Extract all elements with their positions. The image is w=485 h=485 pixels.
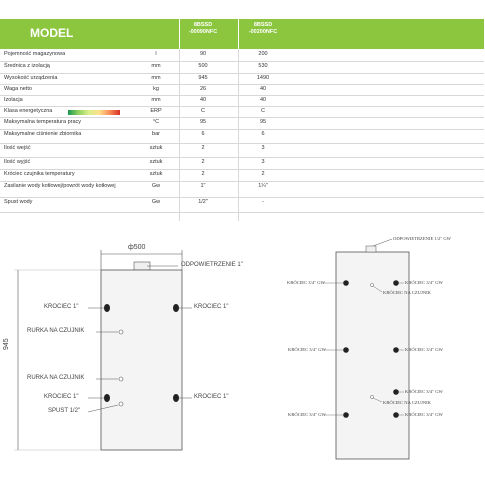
diameter-label: ф500 bbox=[128, 244, 146, 251]
table-cell-name: Ilość wejść bbox=[4, 145, 31, 151]
connector-label-right-top: KROCIEC 1" bbox=[194, 304, 229, 310]
connector-r1 bbox=[343, 280, 349, 286]
table-cell-unit: bar bbox=[152, 131, 160, 137]
table-cell-v2: 2 bbox=[261, 171, 265, 177]
row-divider bbox=[0, 95, 484, 96]
table-cell-v1: 1/2" bbox=[198, 199, 208, 205]
row-divider bbox=[0, 84, 484, 85]
spec-table bbox=[0, 0, 485, 222]
sensor-port-bottom bbox=[119, 377, 123, 381]
table-cell-v1: 40 bbox=[199, 97, 207, 103]
connector-left-bottom bbox=[104, 394, 110, 402]
right-label-6: KRÓCIEC 3/4" GW bbox=[405, 389, 443, 394]
technical-drawings bbox=[0, 222, 485, 485]
table-cell-v2: 1¼" bbox=[258, 183, 268, 189]
right-label-1: KRÓCIEC 3/4" GW bbox=[287, 280, 325, 285]
table-cell-name: Zasilanie wody kotłowej/powrót wody kotłowej bbox=[4, 183, 116, 189]
table-cell-v2: 6 bbox=[261, 131, 265, 137]
table-cell-v1: C bbox=[201, 108, 205, 114]
table-cell-v1: 2 bbox=[201, 145, 205, 151]
table-cell-v1: 2 bbox=[201, 159, 205, 165]
column-divider bbox=[179, 49, 180, 221]
table-header bbox=[0, 19, 484, 49]
table-cell-v1: 6 bbox=[201, 131, 205, 137]
header-col-90-line2: -00090NFC bbox=[188, 29, 218, 35]
header-col-90-line1: 8BSSD bbox=[193, 22, 213, 28]
row-divider bbox=[0, 106, 484, 107]
table-cell-v1: 95 bbox=[199, 119, 207, 125]
table-cell-unit: sztuk bbox=[149, 159, 163, 165]
table-cell-unit: mm bbox=[151, 63, 161, 69]
table-cell-unit: l bbox=[155, 51, 157, 57]
row-divider bbox=[0, 129, 484, 130]
connector-label-right-bottom: KROCIEC 1" bbox=[194, 394, 229, 400]
table-cell-name: Izolacja bbox=[4, 97, 23, 103]
table-cell-unit: Gw bbox=[151, 199, 161, 205]
row-divider bbox=[0, 197, 484, 198]
connector-r4 bbox=[393, 347, 399, 353]
table-cell-name: Maksymalne ciśnienie zbiornika bbox=[4, 131, 82, 137]
connector-r5 bbox=[393, 389, 399, 395]
connector-label-left-top: KROCIEC 1" bbox=[44, 304, 79, 310]
connector-left-top bbox=[104, 304, 110, 312]
table-cell-v1: 500 bbox=[198, 63, 208, 69]
table-cell-name: Średnica z izolacją bbox=[4, 63, 50, 69]
table-cell-name: Waga netto bbox=[4, 86, 32, 92]
connector-label-left-bottom: KROCIEC 1" bbox=[44, 394, 79, 400]
row-divider bbox=[0, 181, 484, 182]
row-divider bbox=[0, 212, 484, 213]
table-cell-unit: mm bbox=[151, 75, 161, 81]
table-cell-unit: °C bbox=[152, 119, 160, 125]
header-col-200-line2: -00200NFC bbox=[248, 29, 278, 35]
table-cell-v2: C bbox=[261, 108, 265, 114]
table-cell-v1: 90 bbox=[199, 51, 207, 57]
header-col-200 bbox=[243, 22, 283, 36]
right-label-7: KRÓCIEC NA CZUJNIK bbox=[383, 400, 431, 405]
height-label: 945 bbox=[3, 338, 10, 350]
table-cell-unit: mm bbox=[151, 97, 161, 103]
table-cell-unit: sztuk bbox=[149, 171, 163, 177]
table-cell-v2: 200 bbox=[258, 51, 268, 57]
right-label-8: KRÓCIEC 3/4" GW bbox=[288, 412, 326, 417]
table-cell-name: Pojemność magazynowa bbox=[4, 51, 66, 57]
vent-label-right: ODPOWIETRZENIE 1/2" GW bbox=[393, 236, 452, 241]
table-cell-name: Wysokość urządzenia bbox=[4, 75, 58, 81]
table-cell-name: Ilość wyjść bbox=[4, 159, 31, 165]
connector-right-top bbox=[173, 304, 179, 312]
table-cell-v2: 3 bbox=[261, 159, 265, 165]
header-col-90 bbox=[183, 22, 223, 36]
table-cell-unit: Gw bbox=[151, 183, 161, 189]
table-cell-v1: 26 bbox=[199, 86, 207, 92]
table-cell-v1: 2 bbox=[201, 171, 205, 177]
row-divider bbox=[0, 157, 484, 158]
connector-r3 bbox=[343, 347, 349, 353]
table-cell-v2: 95 bbox=[259, 119, 267, 125]
vent-leader-right bbox=[373, 239, 392, 246]
table-cell-name: Klasa energetyczna bbox=[4, 108, 53, 114]
row-divider bbox=[0, 73, 484, 74]
table-cell-v2: - bbox=[262, 199, 264, 205]
table-cell-v1: 1" bbox=[200, 183, 206, 189]
connector-right-bottom bbox=[173, 394, 179, 402]
table-cell-v2: 3 bbox=[261, 145, 265, 151]
vent-label: ODPOWIETRZENIE 1" bbox=[181, 262, 243, 268]
energy-class-bar bbox=[68, 110, 120, 115]
right-label-3: KRÓCIEC NA CZUJNIK bbox=[383, 290, 431, 295]
table-cell-v2: 1490 bbox=[256, 75, 270, 81]
row-divider bbox=[0, 117, 484, 118]
sensor-label-top: RURKA NA CZUJNIK bbox=[27, 328, 85, 334]
table-cell-unit: sztuk bbox=[149, 145, 163, 151]
connector-r2 bbox=[393, 280, 399, 286]
table-cell-v1: 945 bbox=[198, 75, 208, 81]
row-divider bbox=[0, 143, 484, 144]
drain-port bbox=[119, 402, 123, 406]
table-cell-name: Króciec czujnika temperatury bbox=[4, 171, 75, 177]
right-label-5: KRÓCIEC 3/4" GW bbox=[405, 347, 443, 352]
drain-label: SPUST 1/2" bbox=[48, 408, 81, 414]
header-separator bbox=[179, 19, 180, 49]
table-cell-unit: ERP bbox=[150, 108, 162, 114]
connector-r6 bbox=[343, 412, 349, 418]
table-cell-unit: kg bbox=[153, 86, 159, 92]
table-cell-v2: 530 bbox=[258, 63, 268, 69]
tank-body-left bbox=[101, 270, 182, 450]
header-col-200-line1: 8BSSD bbox=[253, 22, 273, 28]
row-divider bbox=[0, 169, 484, 170]
connector-r7 bbox=[393, 412, 399, 418]
sensor-label-bottom: RURKA NA CZUJNIK bbox=[27, 375, 85, 381]
header-separator bbox=[238, 19, 239, 49]
vent-pipe-right bbox=[366, 246, 376, 252]
table-cell-v2: 40 bbox=[259, 86, 267, 92]
right-label-9: KRÓCIEC 3/4" GW bbox=[405, 412, 443, 417]
right-label-2: KRÓCIEC 3/4" GW bbox=[405, 280, 443, 285]
row-divider bbox=[0, 61, 484, 62]
column-divider bbox=[238, 49, 239, 221]
model-label: MODEL bbox=[30, 26, 74, 40]
table-cell-name: Spust wody bbox=[4, 199, 33, 205]
sensor-port-top bbox=[119, 330, 123, 334]
table-cell-name: Maksymalna temperatura pracy bbox=[4, 119, 82, 125]
table-cell-v2: 40 bbox=[259, 97, 267, 103]
right-label-4: KRÓCIEC 3/4" GW bbox=[288, 347, 326, 352]
